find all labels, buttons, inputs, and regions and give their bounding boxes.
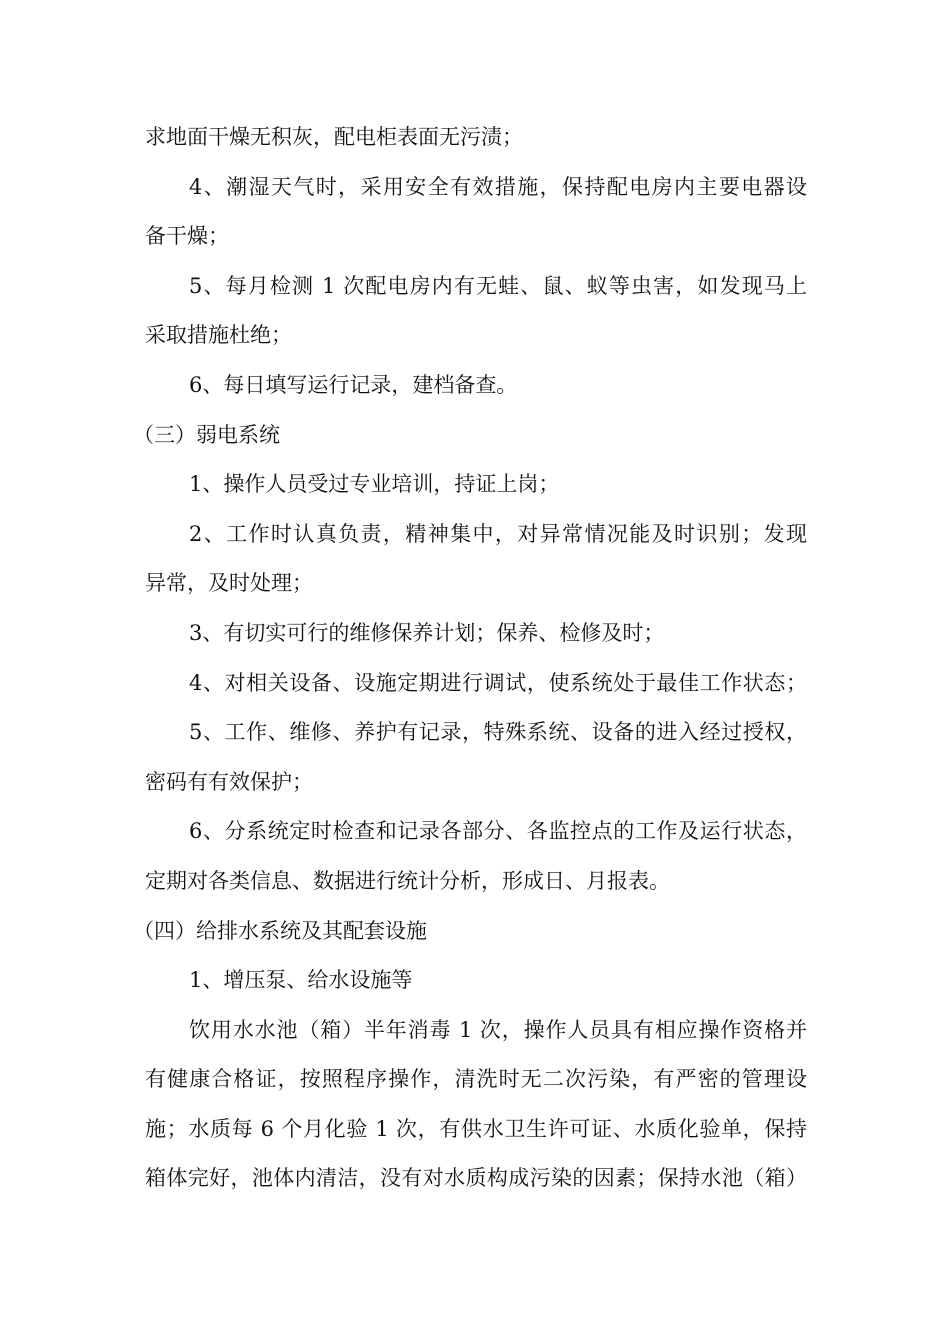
- body-line: 密码有有效保护；: [145, 769, 313, 794]
- list-item-3: 3、有切实可行的维修保养计划；保养、检修及时；: [189, 620, 665, 645]
- body-line: 定期对各类信息、数据进行统计分析，形成日、月报表。: [145, 868, 670, 893]
- body-line: 求地面干燥无积灰，配电柜表面无污渍；: [145, 125, 523, 149]
- document-body: [133, 118, 807, 1209]
- list-item-2: 2、工作时认真负责，精神集中，对异常情况能及时识别；发现: [189, 521, 807, 546]
- list-item-6: 6、每日填写运行记录，建档备查。: [189, 372, 518, 397]
- paragraph-line: 有健康合格证，按照程序操作，清洗时无二次污染，有严密的管理设: [145, 1067, 807, 1092]
- paragraph-line: 箱体完好，池体内清洁，没有对水质构成污染的因素；保持水池（箱）: [145, 1166, 807, 1191]
- list-item-6: 6、分系统定时检查和记录各部分、各监控点的工作及运行状态，: [189, 819, 807, 844]
- body-line: 采取措施杜绝；: [145, 323, 292, 348]
- list-item-4: 4、潮湿天气时，采用安全有效措施，保持配电房内主要电器设: [189, 174, 807, 199]
- subsection-heading-pump: 1、增压泵、给水设施等: [189, 968, 413, 993]
- body-line: 备干燥；: [145, 224, 229, 249]
- paragraph-line: 施；水质每 6 个月化验 1 次，有供水卫生许可证、水质化验单，保持: [145, 1116, 807, 1141]
- list-item-5: 5、工作、维修、养护有记录，特殊系统、设备的进入经过授权，: [189, 720, 807, 745]
- section-heading-weak-current: （三）弱电系统: [133, 422, 280, 447]
- body-line: 异常，及时处理；: [145, 571, 313, 596]
- section-heading-water-system: （四）给排水系统及其配套设施: [133, 918, 427, 943]
- list-item-4: 4、对相关设备、设施定期进行调试，使系统处于最佳工作状态；: [189, 670, 807, 695]
- paragraph-line: 饮用水水池（箱）半年消毒 1 次，操作人员具有相应操作资格并: [189, 1017, 807, 1042]
- list-item-5: 5、每月检测 1 次配电房内有无蛙、鼠、蚁等虫害，如发现马上: [189, 273, 807, 298]
- list-item-1: 1、操作人员受过专业培训，持证上岗；: [189, 472, 560, 497]
